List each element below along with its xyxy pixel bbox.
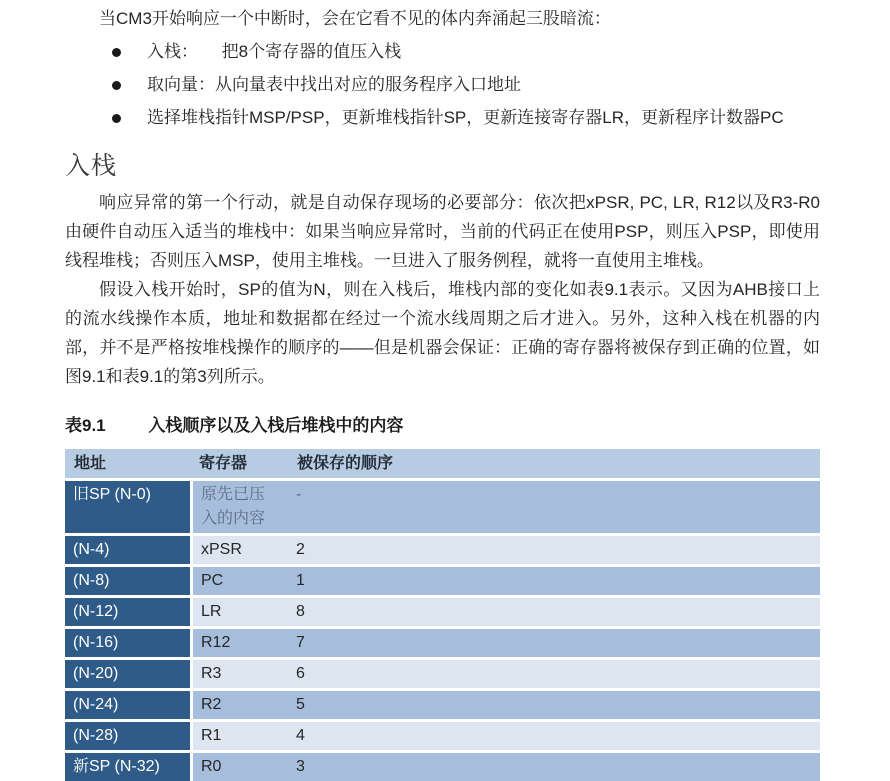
body-paragraph: 响应异常的第一个行动，就是自动保存现场的必要部分：依次把xPSR, PC, LR, R12以及R3-R0由硬件自动压入适当的堆栈中：如果当响应异常时，当前的代码正在使用PSP，则压入PSP，即使用线程堆栈；否则压入MSP，使用主堆栈。一旦进入了服务例程，就将一直使用主堆栈。	[65, 193, 820, 270]
address-cell: 旧SP (N-0)	[65, 478, 190, 533]
order-cell: 2	[288, 533, 820, 564]
register-cell: R2	[190, 688, 288, 719]
table-row	[65, 688, 820, 719]
address-cell: (N-24)	[65, 688, 190, 719]
address-cell: (N-4)	[65, 533, 190, 564]
order-cell: 6	[288, 657, 820, 688]
order-cell: 3	[288, 750, 820, 781]
section-heading: 入栈	[65, 152, 118, 180]
bullet-icon	[112, 114, 121, 123]
register-cell: LR	[190, 595, 288, 626]
address-cell: (N-12)	[65, 595, 190, 626]
address-cell: (N-20)	[65, 657, 190, 688]
register-cell: PC	[190, 564, 288, 595]
order-cell: 8	[288, 595, 820, 626]
bullet-text: 选择堆栈指针MSP/PSP，更新堆栈指针SP，更新连接寄存器LR，更新程序计数器PC	[147, 108, 784, 127]
register-cell: R1	[190, 719, 288, 750]
order-cell: 5	[288, 688, 820, 719]
bullet-text: 取向量：从向量表中找出对应的服务程序入口地址	[147, 75, 521, 94]
register-cell: xPSR	[190, 533, 288, 564]
body-paragraph: 假设入栈开始时，SP的值为N，则在入栈后，堆栈内部的变化如表9.1表示。又因为AHB接口上的流水线操作本质，地址和数据都在经过一个流水线周期之后才进入。另外，这种入栈在机器的内部，并不是严格按堆栈操作的顺序的——但是机器会保证：正确的寄存器将被保存到正确的位置，如图9.1和表9.1的第3列所示。	[65, 280, 820, 386]
intro-paragraph: 当CM3开始响应一个中断时，会在它看不见的体内奔涌起三股暗流：	[99, 9, 611, 28]
table-row	[65, 564, 820, 595]
column-header-address: 地址	[65, 449, 190, 478]
table-caption-title: 入栈顺序以及入栈后堆栈中的内容	[148, 416, 404, 435]
table-header-row	[65, 449, 820, 478]
table-row	[65, 626, 820, 657]
address-cell: (N-8)	[65, 564, 190, 595]
order-cell: 7	[288, 626, 820, 657]
bullet-icon	[112, 48, 121, 57]
order-cell: 4	[288, 719, 820, 750]
table-body	[65, 478, 820, 781]
list-item	[65, 38, 820, 66]
address-cell: 新SP (N-32)	[65, 750, 190, 781]
order-cell: -	[288, 478, 820, 533]
order-cell: 1	[288, 564, 820, 595]
list-item	[65, 104, 820, 132]
address-cell: (N-16)	[65, 626, 190, 657]
bullet-list	[65, 38, 820, 132]
register-cell: R3	[190, 657, 288, 688]
register-cell: 原先已压入的内容	[190, 478, 288, 533]
register-cell: R12	[190, 626, 288, 657]
column-header-order: 被保存的顺序	[288, 449, 820, 478]
table-caption	[65, 411, 820, 436]
column-header-register: 寄存器	[190, 449, 288, 478]
table-row	[65, 657, 820, 688]
table-row	[65, 595, 820, 626]
address-cell: (N-28)	[65, 719, 190, 750]
register-cell: R0	[190, 750, 288, 781]
list-item	[65, 71, 820, 99]
stacking-order-table	[65, 449, 820, 781]
table-caption-label: 表9.1	[65, 416, 106, 435]
table-row	[65, 533, 820, 564]
table-row	[65, 478, 820, 533]
bullet-icon	[112, 81, 121, 90]
bullet-text: 入栈： 把8个寄存器的值压入栈	[147, 42, 402, 61]
table-row	[65, 719, 820, 750]
